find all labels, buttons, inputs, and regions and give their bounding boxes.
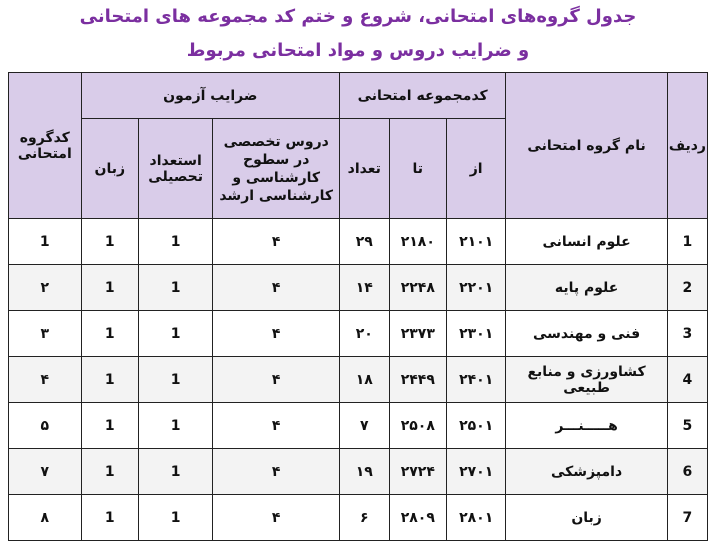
cell-to: ۲۳۷۳	[389, 311, 446, 357]
cell-group-code: ۵	[9, 403, 82, 449]
cell-count: ۷	[339, 403, 389, 449]
header-count: تعداد	[339, 119, 389, 219]
header-group-code: کدگروه امتحانی	[9, 73, 82, 219]
cell-language: 1	[81, 357, 138, 403]
header-special-courses: دروس تخصصی در سطوح کارشناسی و کارشناسی ارشد	[213, 119, 340, 219]
cell-special: ۴	[213, 219, 340, 265]
cell-group-name: هـــــنـــر	[506, 403, 667, 449]
cell-to: ۲۷۲۴	[389, 449, 446, 495]
cell-special: ۴	[213, 495, 340, 541]
cell-from: ۲۱۰۱	[447, 219, 506, 265]
cell-to: ۲۱۸۰	[389, 219, 446, 265]
table-row	[9, 449, 708, 495]
cell-row-number: 4	[667, 357, 707, 403]
cell-language: 1	[81, 311, 138, 357]
cell-row-number: 3	[667, 311, 707, 357]
cell-to: ۲۴۴۹	[389, 357, 446, 403]
cell-special: ۴	[213, 357, 340, 403]
cell-group-name: دامپزشکی	[506, 449, 667, 495]
table-row	[9, 219, 708, 265]
header-to: تا	[389, 119, 446, 219]
cell-count: ۱۸	[339, 357, 389, 403]
table-title-line-1: جدول گروه‌های امتحانی، شروع و ختم کد مجموعه های امتحانی	[79, 6, 637, 27]
cell-group-code: ۳	[9, 311, 82, 357]
cell-count: ۱۴	[339, 265, 389, 311]
cell-row-number: 2	[667, 265, 707, 311]
cell-group-code: ۸	[9, 495, 82, 541]
cell-from: ۲۲۰۱	[447, 265, 506, 311]
cell-to: ۲۲۴۸	[389, 265, 446, 311]
cell-from: ۲۵۰۱	[447, 403, 506, 449]
header-coefficients: ضرایب آزمون	[81, 73, 339, 119]
cell-aptitude: 1	[138, 311, 213, 357]
cell-to: ۲۸۰۹	[389, 495, 446, 541]
cell-count: ۲۹	[339, 219, 389, 265]
cell-count: ۱۹	[339, 449, 389, 495]
cell-language: 1	[81, 265, 138, 311]
cell-row-number: 1	[667, 219, 707, 265]
cell-aptitude: 1	[138, 357, 213, 403]
cell-from: ۲۸۰۱	[447, 495, 506, 541]
cell-language: 1	[81, 449, 138, 495]
cell-group-code: ۲	[9, 265, 82, 311]
cell-group-code: ۷	[9, 449, 82, 495]
header-from: از	[447, 119, 506, 219]
cell-language: 1	[81, 403, 138, 449]
cell-to: ۲۵۰۸	[389, 403, 446, 449]
header-row-number: ردیف	[667, 73, 707, 219]
cell-row-number: 6	[667, 449, 707, 495]
table-title-line-2: و ضرایب دروس و مواد امتحانی مربوط	[186, 40, 530, 61]
header-aptitude: استعداد تحصیلی	[138, 119, 213, 219]
cell-language: 1	[81, 495, 138, 541]
cell-count: ۶	[339, 495, 389, 541]
cell-aptitude: 1	[138, 265, 213, 311]
cell-row-number: 5	[667, 403, 707, 449]
table-row	[9, 265, 708, 311]
cell-group-name: علوم پایه	[506, 265, 667, 311]
cell-group-code: 1	[9, 219, 82, 265]
cell-group-name: زبان	[506, 495, 667, 541]
cell-from: ۲۴۰۱	[447, 357, 506, 403]
cell-aptitude: 1	[138, 495, 213, 541]
header-group-name: نام گروه امتحانی	[506, 73, 667, 219]
cell-special: ۴	[213, 265, 340, 311]
cell-group-code: ۴	[9, 357, 82, 403]
cell-from: ۲۷۰۱	[447, 449, 506, 495]
cell-group-name: فنی و مهندسی	[506, 311, 667, 357]
cell-from: ۲۳۰۱	[447, 311, 506, 357]
cell-special: ۴	[213, 449, 340, 495]
cell-group-name: کشاورزی و منابع طبیعی	[506, 357, 667, 403]
cell-aptitude: 1	[138, 219, 213, 265]
table-row	[9, 495, 708, 541]
cell-special: ۴	[213, 311, 340, 357]
cell-group-name: علوم انسانی	[506, 219, 667, 265]
cell-language: 1	[81, 219, 138, 265]
exam-groups-table	[8, 72, 708, 541]
table-row	[9, 403, 708, 449]
header-code-set: کدمجموعه امتحانی	[339, 73, 505, 119]
table-row	[9, 311, 708, 357]
header-language: زبان	[81, 119, 138, 219]
cell-aptitude: 1	[138, 403, 213, 449]
cell-count: ۲۰	[339, 311, 389, 357]
cell-special: ۴	[213, 403, 340, 449]
cell-aptitude: 1	[138, 449, 213, 495]
table-row	[9, 357, 708, 403]
cell-row-number: 7	[667, 495, 707, 541]
